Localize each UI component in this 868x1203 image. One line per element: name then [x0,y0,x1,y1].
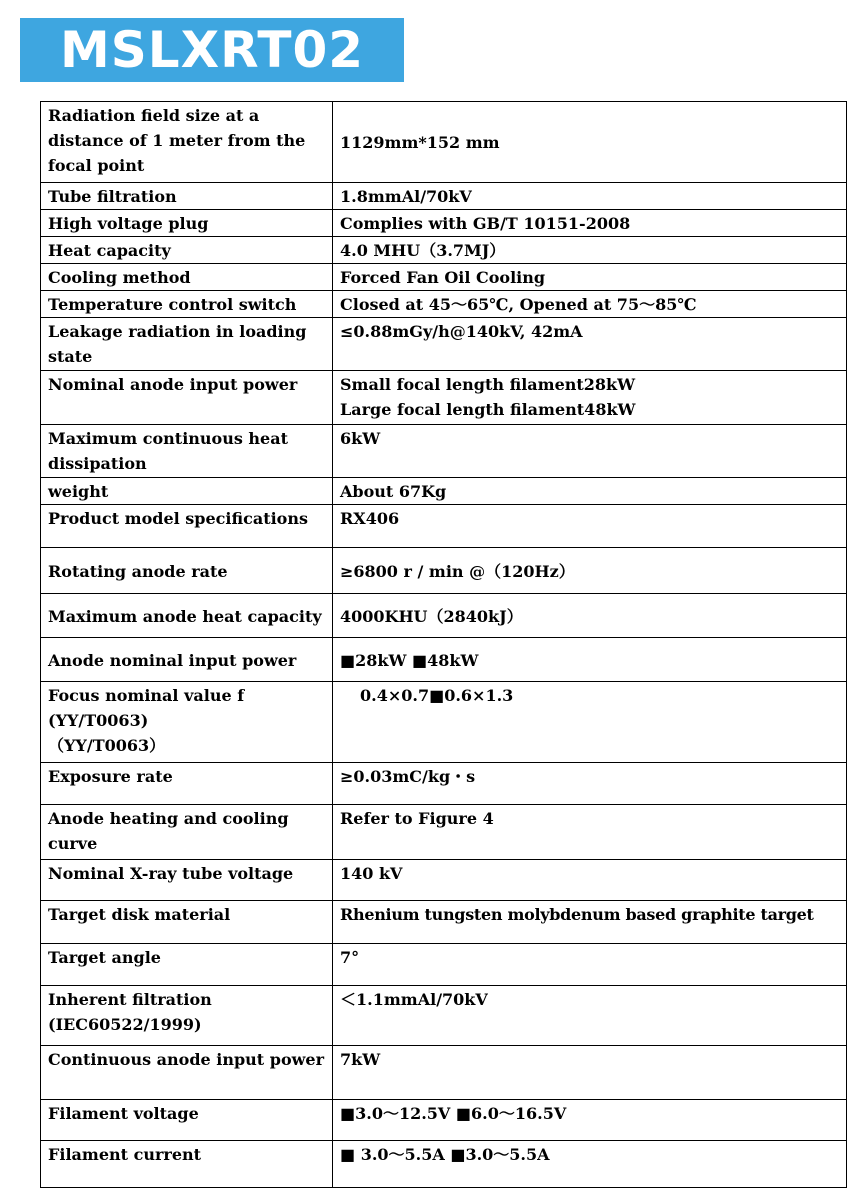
spec-value: Rhenium tungsten molybdenum based graphite target [333,901,847,944]
table-row [41,102,847,183]
spec-label: Continuous anode input power [41,1046,333,1100]
spec-value: 4000KHU（2840kJ） [333,594,847,638]
spec-label: Tube filtration [41,183,333,210]
spec-label: Exposure rate [41,763,333,805]
spec-value: About 67Kg [333,478,847,505]
spec-label: Temperature control switch [41,291,333,318]
spec-value: ≥0.03mC/kg・s [333,763,847,805]
table-row [41,763,847,805]
spec-label: Radiation field size at a distance of 1 meter from the focal point [41,102,333,183]
spec-label: Focus nominal value f (YY/T0063) （YY/T0063） [41,682,333,763]
table-row [41,291,847,318]
table-row [41,1100,847,1141]
table-row [41,237,847,264]
spec-value: 7° [333,944,847,986]
table-row [41,638,847,682]
spec-label: Filament current [41,1141,333,1188]
spec-value: 4.0 MHU（3.7MJ） [333,237,847,264]
spec-label: Inherent filtration (IEC60522/1999) [41,986,333,1046]
table-row [41,901,847,944]
spec-value: ■3.0～12.5V ■6.0～16.5V [333,1100,847,1141]
spec-value: 1129mm*152 mm [333,102,847,183]
spec-label: Cooling method [41,264,333,291]
spec-label: Maximum anode heat capacity [41,594,333,638]
spec-value: ■28kW ■48kW [333,638,847,682]
table-row [41,210,847,237]
table-row [41,805,847,860]
spec-value: Refer to Figure 4 [333,805,847,860]
spec-label: Leakage radiation in loading state [41,318,333,371]
spec-label: Nominal X-ray tube voltage [41,860,333,901]
table-row [41,1046,847,1100]
spec-value: Complies with GB/T 10151-2008 [333,210,847,237]
spec-value: RX406 [333,505,847,548]
table-row [41,944,847,986]
spec-value: 7kW [333,1046,847,1100]
table-row [41,1141,847,1188]
spec-label: Target angle [41,944,333,986]
spec-label: Anode heating and cooling curve [41,805,333,860]
spec-label: High voltage plug [41,210,333,237]
spec-label: Product model specifications [41,505,333,548]
spec-value: 140 kV [333,860,847,901]
spec-value: ≤0.88mGy/h@140kV, 42mA [333,318,847,371]
table-row [41,682,847,763]
table-row [41,505,847,548]
spec-label: Rotating anode rate [41,548,333,594]
table-row [41,318,847,371]
spec-value: Forced Fan Oil Cooling [333,264,847,291]
spec-label: Filament voltage [41,1100,333,1141]
table-row [41,183,847,210]
spec-label: Heat capacity [41,237,333,264]
spec-label: Target disk material [41,901,333,944]
table-row [41,371,847,425]
spec-value: Small focal length filament28kW Large focal length filament48kW [333,371,847,425]
table-row [41,986,847,1046]
spec-label: weight [41,478,333,505]
spec-label: Maximum continuous heat dissipation [41,425,333,478]
spec-label: Nominal anode input power [41,371,333,425]
spec-value: ■ 3.0～5.5A ■3.0～5.5A [333,1141,847,1188]
table-row [41,425,847,478]
spec-value: 0.4×0.7■0.6×1.3 [333,682,847,763]
table-row [41,264,847,291]
spec-label: Anode nominal input power [41,638,333,682]
spec-value: 6kW [333,425,847,478]
model-banner: MSLXRT02 [20,18,404,82]
table-row [41,860,847,901]
spec-value: Closed at 45～65℃, Opened at 75～85℃ [333,291,847,318]
spec-value: 1.8mmAl/70kV [333,183,847,210]
table-row [41,548,847,594]
spec-table [40,101,847,1188]
table-row [41,594,847,638]
table-row [41,478,847,505]
spec-value: ＜1.1mmAl/70kV [333,986,847,1046]
spec-value: ≥6800 r / min @（120Hz） [333,548,847,594]
